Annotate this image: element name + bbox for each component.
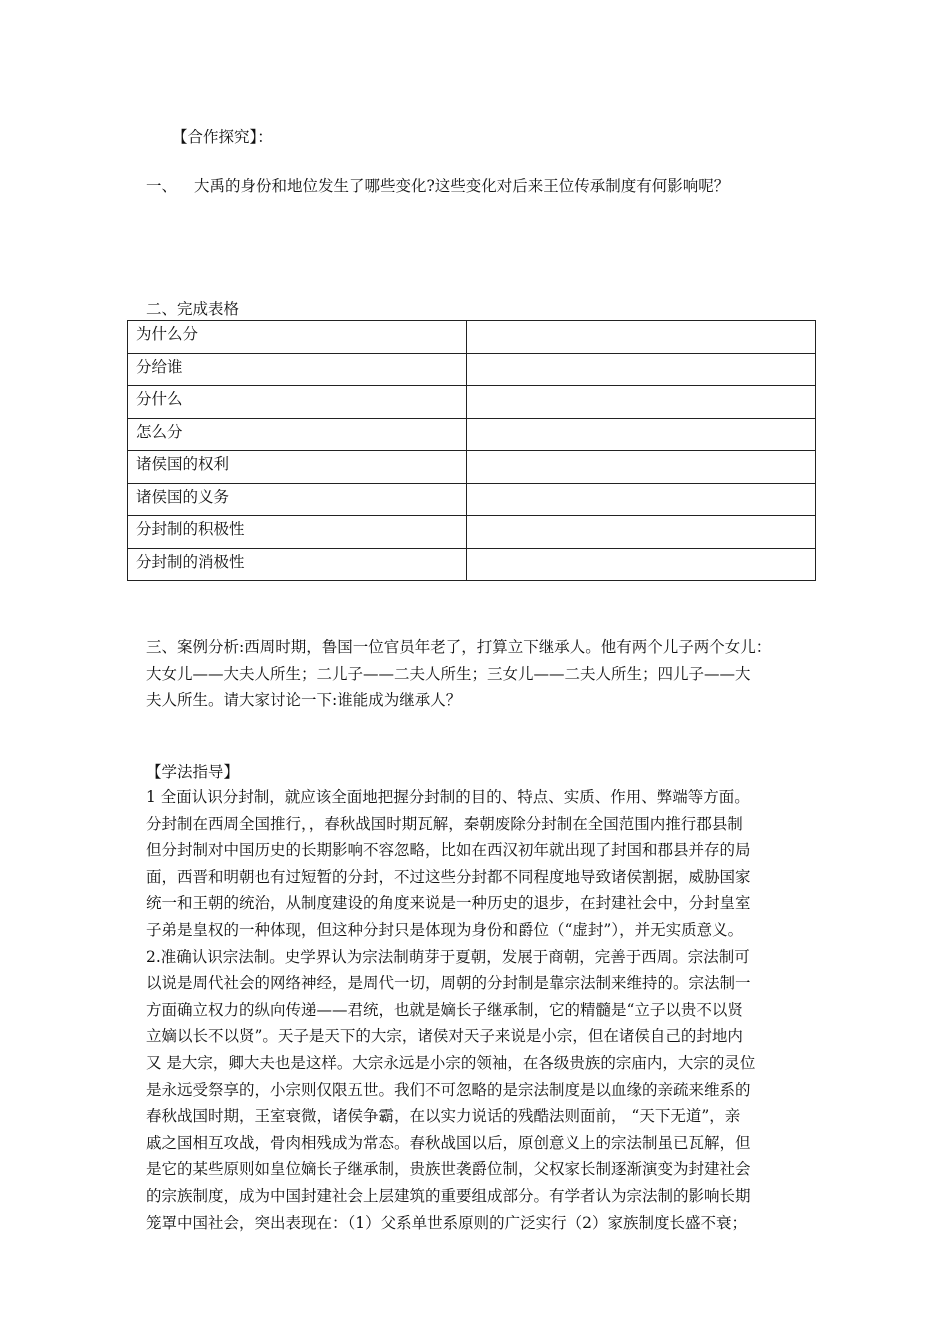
table-row — [128, 321, 816, 354]
study-guide-line: 分封制在西周全国推行，，春秋战国时期瓦解，秦朝废除分封制在全国范围内推行郡县制 — [146, 814, 743, 833]
question-one-number: 一、 — [146, 177, 178, 195]
study-guide-body — [146, 784, 826, 1236]
table-row-answer-cell[interactable] — [467, 386, 816, 419]
study-guide-line: 面，西晋和明朝也有过短暂的分封，不过这些分封都不同程度地导致诸侯割据，威胁国家 — [146, 867, 751, 886]
study-guide-line: 统一和王朝的统治，从制度建设的角度来说是一种历史的退步，在封建社会中，分封皇室 — [146, 894, 751, 913]
study-guide-line: 方面确立权力的纵向传递——君统，也就是嫡长子继承制，它的精髓是“立子以贵不以贤 — [146, 1000, 743, 1019]
case-analysis — [146, 634, 826, 714]
table-row — [128, 548, 816, 581]
study-guide-line: 是永远受祭享的，小宗则仅限五世。我们不可忽略的是宗法制度是以血缘的亲疏来维系的 — [146, 1080, 751, 1099]
study-guide-line: 子弟是皇权的一种体现，但这种分封只是体现为身份和爵位（“虚封”），并无实质意义。 — [146, 920, 744, 939]
study-guide-line: 的宗族制度，成为中国封建社会上层建筑的重要组成部分。有学者认为宗法制的影响长期 — [146, 1186, 751, 1205]
table-row — [128, 516, 816, 549]
study-guide-line: 戚之国相互攻战，骨肉相残成为常态。春秋战国以后，原创意义上的宗法制虽已瓦解，但 — [146, 1133, 751, 1152]
study-guide-heading: 【学法指导】 — [146, 763, 240, 781]
table-row-label: 分封制的消极性 — [128, 548, 467, 581]
table-row-answer-cell[interactable] — [467, 321, 816, 354]
table-row-label: 怎么分 — [128, 418, 467, 451]
table-row — [128, 353, 816, 386]
fill-in-table — [127, 320, 816, 581]
study-guide-line: 以说是周代社会的网络神经，是周代一切，周朝的分封制是靠宗法制来维持的。宗法制一 — [146, 974, 751, 993]
table-row-label: 诸侯国的义务 — [128, 483, 467, 516]
table-row-label: 分给谁 — [128, 353, 467, 386]
study-guide-line: 立嫡以长不以贤”。天子是天下的大宗，诸侯对天子来说是小宗，但在诸侯自己的封地内 — [146, 1027, 743, 1046]
table-row-answer-cell[interactable] — [467, 483, 816, 516]
table-row — [128, 386, 816, 419]
table-row-answer-cell[interactable] — [467, 516, 816, 549]
study-guide-line: 1 全面认识分封制，就应该全面地把握分封制的目的、特点、实质、作用、弊端等方面。 — [146, 788, 750, 806]
table-row-answer-cell[interactable] — [467, 451, 816, 484]
case-analysis-line: 大女儿——大夫人所生；二儿子——二夫人所生；三女儿——二夫人所生；四儿子——大 — [146, 664, 751, 683]
study-guide-line: 春秋战国时期，王室衰微，诸侯争霸，在以实力说话的残酷法则面前， “天下无道”，亲 — [146, 1107, 741, 1126]
case-analysis-line: 夫人所生。请大家讨论一下:谁能成为继承人？ — [146, 691, 462, 710]
study-guide-line: 是它的某些原则如皇位嫡长子继承制，贵族世袭爵位制，父权家长制逐渐演变为封建社会 — [146, 1160, 751, 1179]
table-row-label: 诸侯国的权利 — [128, 451, 467, 484]
study-guide-line: 但分封制对中国历史的长期影响不容忽略，比如在西汉初年就出现了封国和郡县并存的局 — [146, 841, 751, 860]
table-row-answer-cell[interactable] — [467, 418, 816, 451]
table-row — [128, 418, 816, 451]
table-row — [128, 483, 816, 516]
table-row-label: 为什么分 — [128, 321, 467, 354]
table-row-label: 分什么 — [128, 386, 467, 419]
table-row-answer-cell[interactable] — [467, 548, 816, 581]
table-heading: 二、完成表格 — [146, 300, 240, 318]
question-one-text: 大禹的身份和地位发生了哪些变化?这些变化对后来王位传承制度有何影响呢？ — [193, 177, 730, 195]
case-analysis-line: 三、案例分析:西周时期，鲁国一位官员年老了，打算立下继承人。他有两个儿子两个女儿： — [146, 638, 772, 656]
table-row-answer-cell[interactable] — [467, 353, 816, 386]
cooperation-heading: 【合作探究】： — [172, 128, 273, 146]
table-row — [128, 451, 816, 484]
study-guide-line: 又 是大宗，卿大夫也是这样。大宗永远是小宗的领袖，在各级贵族的宗庙内，大宗的灵位 — [146, 1053, 756, 1072]
study-guide-line: 笼罩中国社会，突出表现在：（1）父系单世系原则的广泛实行（2）家族制度长盛不衰； — [146, 1213, 747, 1232]
question-one — [146, 176, 729, 196]
study-guide-line: 2.准确认识宗法制。史学界认为宗法制萌芽于夏朝，发展于商朝，完善于西周。宗法制可 — [146, 947, 750, 966]
table-row-label: 分封制的积极性 — [128, 516, 467, 549]
